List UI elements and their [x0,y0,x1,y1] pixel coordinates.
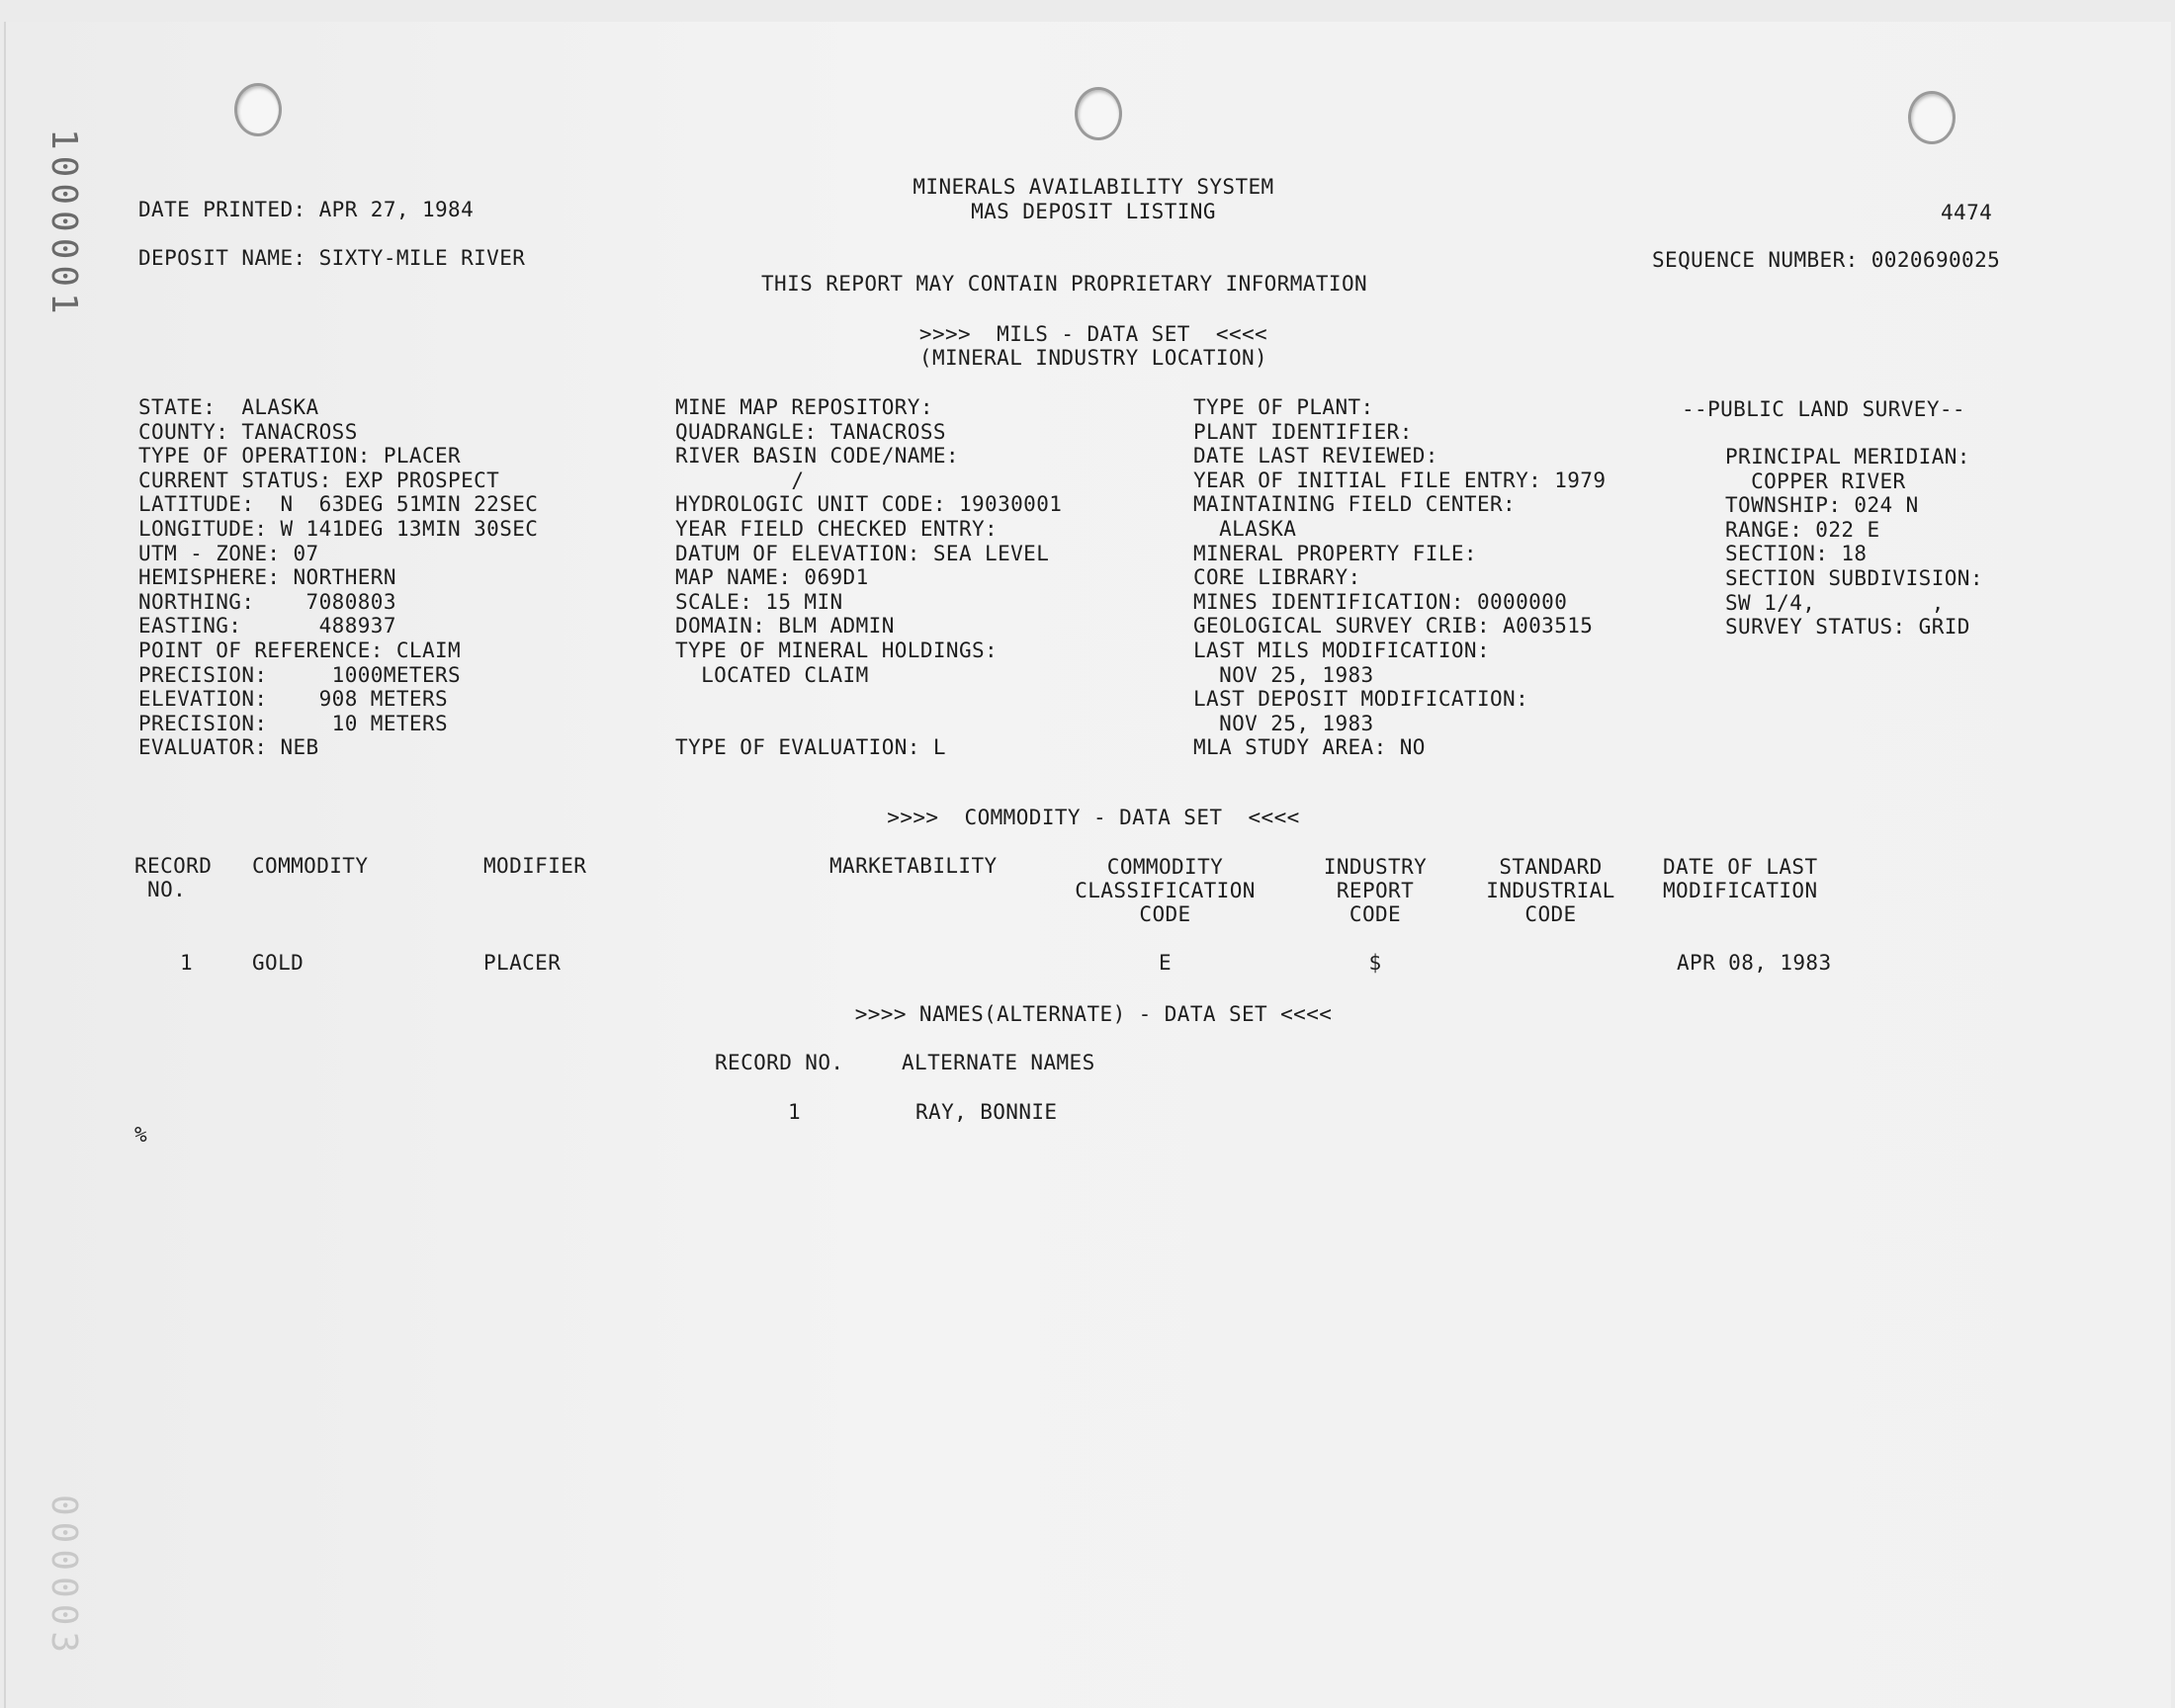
mils-field: TOWNSHIP: 024 N [1725,493,1919,518]
mils-field: EVALUATOR: NEB [138,735,319,760]
mils-field: TYPE OF EVALUATION: L [675,735,946,760]
mils-field: TYPE OF PLANT: [1193,395,1374,419]
cell-commodity: GOLD [252,951,304,975]
proprietary-notice: THIS REPORT MAY CONTAIN PROPRIETARY INFORMATION [761,272,1368,296]
mils-field: LONGITUDE: W 141DEG 13MIN 30SEC [138,517,539,541]
names-cell-name: RAY, BONNIE [915,1100,1058,1124]
mils-field: SECTION: 18 [1725,542,1868,566]
mils-field: CORE LIBRARY: [1193,565,1361,590]
mils-field: ELEVATION: 908 METERS [138,687,449,712]
header-classification: COMMODITY CLASSIFICATION CODE [1075,855,1256,926]
punch-hole-center [1075,87,1122,140]
header-commodity: COMMODITY [252,854,369,878]
mils-field: MLA STUDY AREA: NO [1193,735,1426,760]
mils-field: / [675,468,805,492]
mils-field: PRECISION: 1000METERS [138,662,462,687]
mils-field: COUNTY: TANACROSS [138,419,358,444]
mils-title: >>>> MILS - DATA SET <<<< [918,322,1268,346]
header-record-no: RECORD NO. [134,854,213,901]
mils-field: SECTION SUBDIVISION: [1725,566,1983,590]
mils-field: RIVER BASIN CODE/NAME: [675,444,959,469]
public-land-survey-header: --PUBLIC LAND SURVEY-- [1682,397,1965,421]
mils-field: MAP NAME: 069D1 [675,565,869,590]
commodity-title: >>>> COMMODITY - DATA SET <<<< [887,806,1300,829]
cell-classification: E [1158,951,1173,975]
mils-field: HEMISPHERE: NORTHERN [138,565,396,590]
mils-field: MAINTAINING FIELD CENTER: [1193,492,1517,517]
mils-field: DATUM OF ELEVATION: SEA LEVEL [675,541,1050,565]
mils-subtitle: (MINERAL INDUSTRY LOCATION) [918,346,1268,370]
mils-field: PLANT IDENTIFIER: [1193,419,1413,444]
sequence-number: SEQUENCE NUMBER: 0020690025 [1652,248,2001,272]
mils-field: SURVEY STATUS: GRID [1725,615,1970,640]
mils-field: LATITUDE: N 63DEG 51MIN 22SEC [138,492,539,517]
mils-field: COPPER RIVER [1725,469,1906,493]
mils-field: PRECISION: 10 METERS [138,711,449,735]
margin-stamp-bottom: 000003 [44,1494,84,1660]
mils-field: YEAR OF INITIAL FILE ENTRY: 1979 [1193,468,1607,492]
mils-field: MINES IDENTIFICATION: 0000000 [1193,589,1568,614]
mils-field: CURRENT STATUS: EXP PROSPECT [138,468,500,492]
mils-field: TYPE OF MINERAL HOLDINGS: [675,639,999,662]
mils-field: YEAR FIELD CHECKED ENTRY: [675,517,999,541]
cell-date-modification: APR 08, 1983 [1677,951,1832,975]
mils-field: TYPE OF OPERATION: PLACER [138,444,462,469]
mils-field: LOCATED CLAIM [675,662,869,687]
mils-field: LAST MILS MODIFICATION: [1193,639,1490,662]
names-header-alternate: ALTERNATE NAMES [902,1051,1095,1074]
mils-field: PRINCIPAL MERIDIAN: [1725,445,1970,469]
punch-hole-left [234,83,282,136]
names-header-record-no: RECORD NO. [715,1051,844,1074]
mils-field: POINT OF REFERENCE: CLAIM [138,639,462,662]
mils-field: UTM - ZONE: 07 [138,541,319,565]
footer-mark: % [134,1123,148,1147]
document-page [4,22,2171,1708]
system-title: MINERALS AVAILABILITY SYSTEM [913,175,1274,199]
mils-field: NOV 25, 1983 [1193,711,1374,735]
margin-stamp-top: 1000001 [44,128,84,320]
mils-field: QUADRANGLE: TANACROSS [675,419,946,444]
page-number: 4474 [1941,201,1993,224]
mils-field: GEOLOGICAL SURVEY CRIB: A003515 [1193,614,1594,639]
header-sic: STANDARD INDUSTRIAL CODE [1486,855,1615,926]
mils-field: NORTHING: 7080803 [138,589,396,614]
mils-field: ALASKA [1193,517,1297,541]
header-date-modification: DATE OF LAST MODIFICATION [1663,855,1818,902]
header-industry: INDUSTRY REPORT CODE [1323,855,1428,926]
header-marketability: MARKETABILITY [829,854,998,878]
punch-hole-right [1908,91,1956,144]
mils-field: NOV 25, 1983 [1193,662,1374,687]
mils-field: RANGE: 022 E [1725,517,1880,542]
mils-field: SW 1/4, , [1725,590,1945,615]
cell-record-no: 1 [180,951,194,975]
mils-field: SCALE: 15 MIN [675,589,843,614]
mils-field: MINERAL PROPERTY FILE: [1193,541,1477,565]
date-printed: DATE PRINTED: APR 27, 1984 [138,198,475,221]
deposit-name: DEPOSIT NAME: SIXTY-MILE RIVER [138,246,526,270]
mils-field: MINE MAP REPOSITORY: [675,395,933,419]
mils-field: DATE LAST REVIEWED: [1193,444,1438,469]
header-modifier: MODIFIER [483,854,587,878]
mils-field: STATE: ALASKA [138,395,319,419]
mils-field: DOMAIN: BLM ADMIN [675,614,895,639]
names-title: >>>> NAMES(ALTERNATE) - DATA SET <<<< [854,1002,1333,1026]
cell-modifier: PLACER [483,951,562,975]
listing-title: MAS DEPOSIT LISTING [971,200,1216,223]
commodity-row [6,951,2171,977]
names-cell-record-no: 1 [788,1100,802,1124]
cell-industry: $ [1368,951,1382,975]
mils-field: EASTING: 488937 [138,614,396,639]
mils-field: LAST DEPOSIT MODIFICATION: [1193,687,1529,712]
mils-field: HYDROLOGIC UNIT CODE: 19030001 [675,492,1063,517]
